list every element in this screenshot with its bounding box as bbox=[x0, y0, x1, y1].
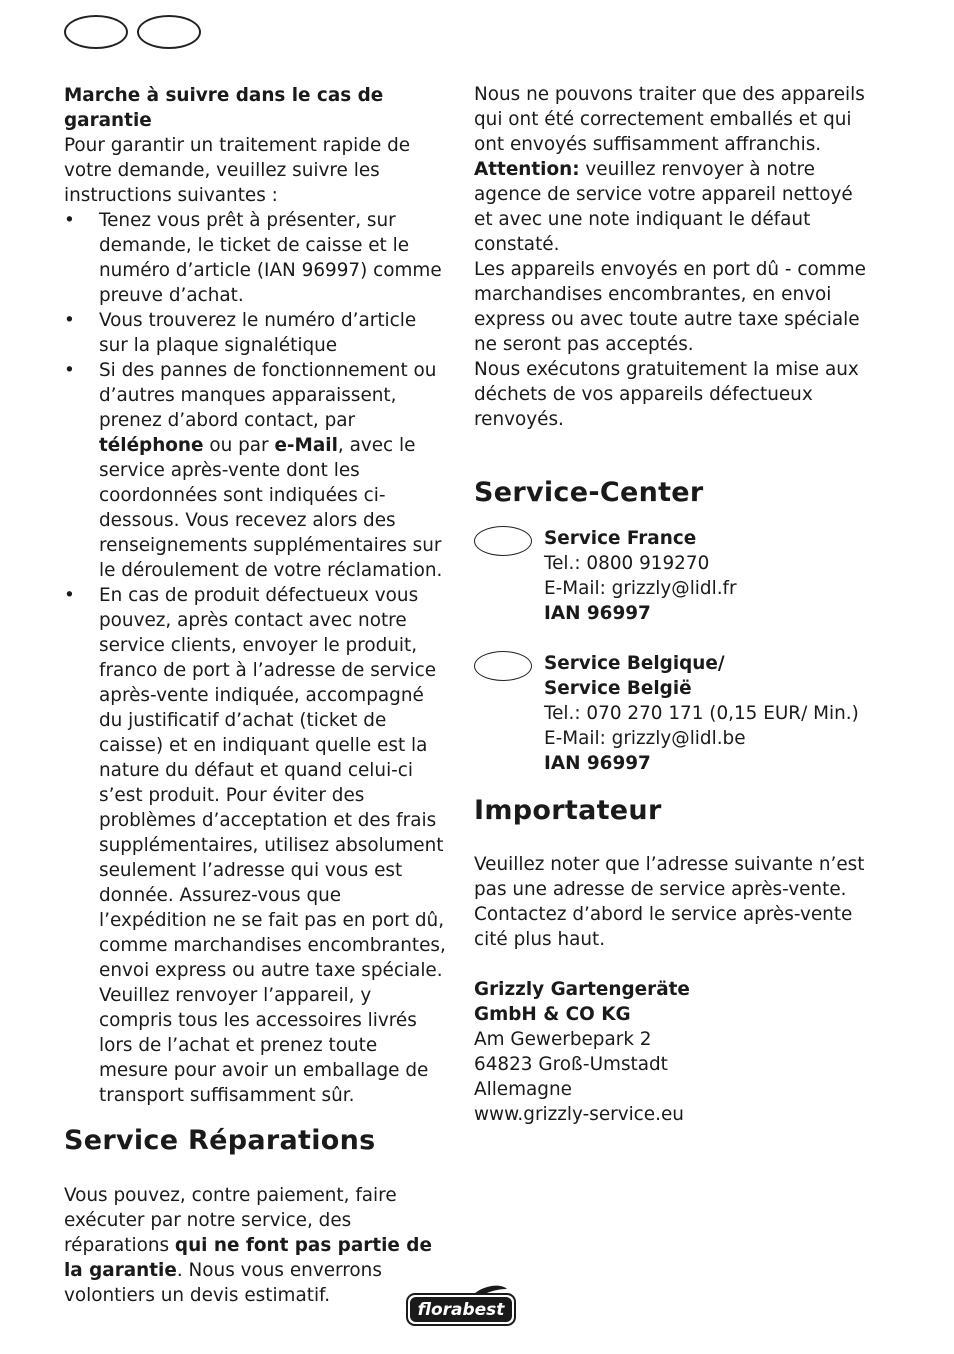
service-france bbox=[474, 526, 874, 626]
attention-paragraph bbox=[474, 157, 874, 257]
list-item: • Tenez vous prêt à présenter, sur demande, le ticket de caisse et le numéro d’article (IAN 96997) comme preuve d’achat. bbox=[64, 208, 450, 308]
email-emphasis: e-Mail bbox=[274, 435, 338, 456]
service-belgium-title: Service Belgique/ bbox=[544, 653, 725, 674]
list-item: • En cas de produit défectueux vous pouvez, après contact avec notre service clients, envoyer le produit, franco de port à l’adresse de service après-vente indiquée, accompagné du justificatif d’achat (ticket de caisse) et en indiquant quelle est la nature du défaut et quand celui-ci s’est produit. Pour éviter des problèmes d’acceptation et des frais supplémentaires, utilisez absolument seulement l’adresse qui vous est donnée. Assurez-vous que l’expédition ne se fait pas en port dû, comme marchandises encombrantes, envoi express ou autre taxe spéciale. Veuillez renvoyer l’appareil, y compris tous les accessoires livrés lors de l’achat et prenez toute mesure pour avoir un emballage de transport suffisamment sûr. bbox=[64, 583, 450, 1108]
address-street: Am Gewerbepark 2 bbox=[474, 1029, 652, 1050]
importer-heading: Importateur bbox=[474, 795, 662, 826]
phone-emphasis: téléphone bbox=[99, 435, 204, 456]
address-country: Allemagne bbox=[474, 1079, 572, 1100]
logo-text: florabest bbox=[417, 1300, 505, 1320]
text-span: ou par bbox=[203, 435, 275, 456]
service-belgium-title: Service België bbox=[544, 678, 692, 699]
company-name-line1: Grizzly Gartengeräte bbox=[474, 979, 690, 1000]
florabest-logo bbox=[405, 1283, 517, 1327]
repairs-paragraph bbox=[64, 1183, 450, 1308]
service-belgium-phone: Tel.: 070 270 171 (0,15 EUR/ Min.) bbox=[544, 703, 859, 724]
service-france-phone: Tel.: 0800 919270 bbox=[544, 553, 710, 574]
right-column bbox=[474, 82, 874, 1127]
service-france-email: E-Mail: grizzly@lidl.fr bbox=[544, 578, 737, 599]
language-flag-oval bbox=[64, 15, 128, 49]
list-item bbox=[64, 358, 450, 583]
repairs-emphasis: qui ne font pas partie de la garantie bbox=[64, 1235, 432, 1281]
repairs-heading: Service Réparations bbox=[64, 1125, 376, 1156]
country-flag-oval bbox=[474, 526, 532, 556]
text-span: Si des pannes de fonctionnement ou d’autres manques apparaissent, prenez d’abord contact, par bbox=[99, 360, 437, 431]
disposal-paragraph: Nous exécutons gratuitement la mise aux déchets de vos appareils défectueux renvoyés. bbox=[474, 359, 859, 430]
guarantee-heading-line2: garantie bbox=[64, 110, 152, 131]
service-belgium-ian: IAN 96997 bbox=[544, 753, 651, 774]
service-france-ian: IAN 96997 bbox=[544, 603, 651, 624]
list-item: • Vous trouverez le numéro d’article sur la plaque signalétique bbox=[64, 308, 450, 358]
company-name-line2: GmbH & CO KG bbox=[474, 1004, 631, 1025]
guarantee-heading-line1: Marche à suivre dans le cas de bbox=[64, 85, 384, 106]
guarantee-steps-list bbox=[64, 208, 450, 1108]
language-flag-oval bbox=[137, 15, 201, 49]
website-link[interactable]: www.grizzly-service.eu bbox=[474, 1104, 684, 1125]
country-flag-oval bbox=[474, 651, 532, 681]
company-name bbox=[474, 977, 874, 1027]
importer-note: Veuillez noter que l’adresse suivante n’est pas une adresse de service après-vente. Contactez d’abord le service après-vente cité plus haut. bbox=[474, 854, 865, 950]
shipping-paragraph: Les appareils envoyés en port dû - comme marchandises encombrantes, en envoi express ou avec toute autre taxe spéciale ne seront pas acceptés. bbox=[474, 259, 866, 355]
attention-label: Attention: bbox=[474, 159, 580, 180]
left-column bbox=[64, 82, 450, 1308]
service-center-heading: Service-Center bbox=[474, 477, 704, 508]
text-span: veuillez renvoyer à notre agence de service votre appareil nettoyé et avec une note indiquant le défaut constaté. bbox=[474, 159, 853, 255]
service-belgium-email: E-Mail: grizzly@lidl.be bbox=[544, 728, 746, 749]
packaging-paragraph: Nous ne pouvons traiter que des appareils qui ont été correctement emballés et qui ont envoyés suffisamment affranchis. bbox=[474, 84, 865, 155]
text-span: , avec le service après-vente dont les coordonnées sont indiquées ci-dessous. Vous recevez alors des renseignements supplémentaires sur le déroulement de votre réclamation. bbox=[99, 435, 443, 581]
service-belgium bbox=[474, 651, 874, 776]
text-span: . Nous vous enverrons volontiers un devis estimatif. bbox=[64, 1260, 382, 1306]
service-france-title: Service France bbox=[544, 528, 697, 549]
text-span: Vous pouvez, contre paiement, faire exécuter par notre service, des réparations bbox=[64, 1185, 397, 1256]
address-city: 64823 Groß-Umstadt bbox=[474, 1054, 668, 1075]
guarantee-heading bbox=[64, 83, 450, 133]
guarantee-intro: Pour garantir un traitement rapide de votre demande, veuillez suivre les instructions suivantes : bbox=[64, 135, 411, 206]
